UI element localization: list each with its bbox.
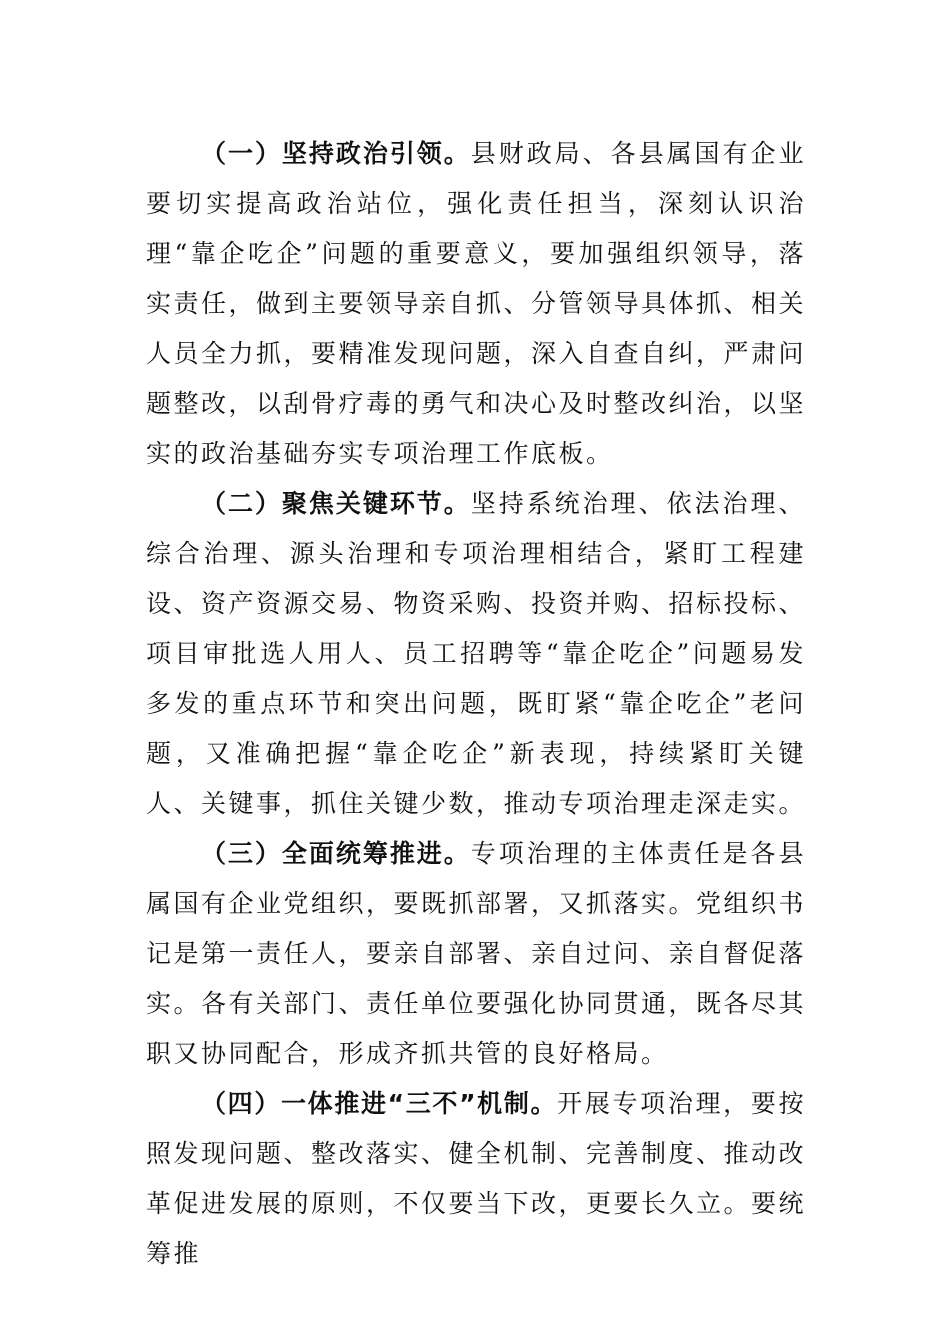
paragraph-1-heading: （一）坚持政治引领。 <box>201 139 471 168</box>
paragraph-4-heading: （四）一体推进“三不”机制。 <box>201 1089 558 1118</box>
paragraph-1-body: 县财政局、各县属国有企业要切实提高政治站位，强化责任担当，深刻认识治理“靠企吃企”问题的重要意义，要加强组织领导，落实责任，做到主要领导亲自抓、分管领导具体抓、相关人员全力抓，要精准发现问题，深入自查自纠，严肃问题整改，以刮骨疗毒的勇气和决心及时整改纠治，以坚实的政治基础夯实专项治理工作底板。 <box>146 139 807 468</box>
paragraph-1 <box>146 129 806 479</box>
paragraph-2 <box>146 479 806 829</box>
paragraph-3-heading: （三）全面统筹推进。 <box>201 839 471 868</box>
paragraph-2-heading: （二）聚焦关键环节。 <box>201 489 471 518</box>
paragraph-4 <box>146 1079 806 1279</box>
paragraph-2-body: 坚持系统治理、依法治理、综合治理、源头治理和专项治理相结合，紧盯工程建设、资产资源交易、物资采购、投资并购、招标投标、项目审批选人用人、员工招聘等“靠企吃企”问题易发多发的重点环节和突出问题，既盯紧“靠企吃企”老问题，又准确把握“靠企吃企”新表现，持续紧盯关键人、关键事，抓住关键少数，推动专项治理走深走实。 <box>146 489 807 818</box>
paragraph-4-body: 开展专项治理，要按照发现问题、整改落实、健全机制、完善制度、推动改革促进发展的原则，不仅要当下改，更要长久立。要统筹推 <box>146 1089 807 1268</box>
document-body <box>146 129 806 1279</box>
paragraph-3-body: 专项治理的主体责任是各县属国有企业党组织，要既抓部署，又抓落实。党组织书记是第一责任人，要亲自部署、亲自过问、亲自督促落实。各有关部门、责任单位要强化协同贯通，既各尽其职又协同配合，形成齐抓共管的良好格局。 <box>146 839 807 1068</box>
paragraph-3 <box>146 829 806 1079</box>
